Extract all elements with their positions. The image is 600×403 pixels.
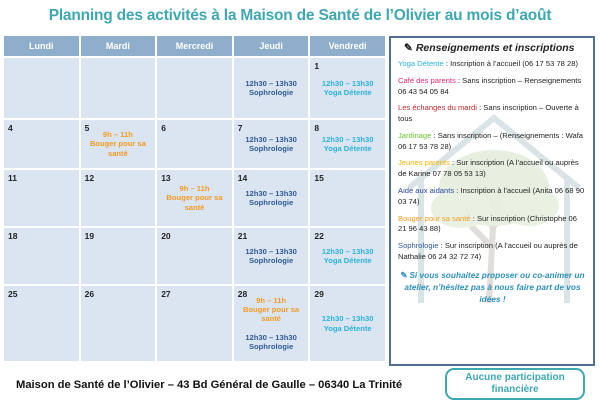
entry-activity: Jeunes parents	[398, 158, 450, 168]
activity-yoga	[322, 135, 374, 154]
activity-soph	[245, 333, 297, 352]
day-cell	[157, 170, 232, 226]
day-cell	[81, 58, 156, 118]
entry-activity: Café des parents	[398, 75, 456, 85]
activity-time: 9h – 11h	[256, 295, 287, 305]
day-number: 11	[8, 173, 17, 183]
activity-name: Yoga Détente	[323, 323, 372, 333]
day-header: Vendredi	[310, 36, 385, 56]
day-number: 5	[84, 123, 90, 133]
calendar-grid	[4, 36, 385, 362]
activity-time: 12h30 – 13h30	[245, 332, 297, 342]
info-entry	[398, 76, 587, 98]
activity-time: 12h30 – 13h30	[321, 246, 374, 256]
info-entry	[398, 131, 587, 153]
day-header: Lundi	[4, 36, 79, 56]
day-number: 13	[161, 173, 171, 183]
day-cell	[81, 170, 156, 226]
day-number: 12	[84, 173, 95, 183]
activity-time: 9h – 11h	[102, 130, 133, 140]
day-number: 20	[161, 231, 171, 241]
entry-details: : Sur inscription (A l’accueil ou auprès de Karine 07 78 05 53 13)	[398, 158, 579, 179]
day-cell	[4, 228, 79, 284]
day-cell	[157, 228, 232, 284]
day-cell	[234, 58, 309, 118]
day-header: Jeudi	[234, 36, 309, 56]
info-entries	[398, 59, 587, 263]
closing-message: ✎ Si vous souhaitez proposer ou co-animer un atelier, n’hésitez pas à nous faire part de vos idées !	[400, 269, 585, 304]
free-participation-badge	[445, 368, 585, 400]
activity-time: 12h30 – 13h30	[245, 78, 297, 88]
activity-name: Sophrologie	[248, 88, 294, 97]
badge-line-1: Aucune participation	[465, 372, 565, 383]
day-cell	[310, 286, 385, 361]
day-cell	[310, 228, 385, 284]
day-cell	[157, 120, 232, 168]
activity-name: Bouger pour sa santé	[166, 193, 223, 212]
day-cell	[310, 58, 385, 118]
activity-time: 12h30 – 13h30	[245, 188, 297, 198]
activity-yoga	[322, 247, 374, 266]
entry-activity: Aide aux aidants	[398, 186, 455, 196]
activity-yoga	[322, 79, 374, 98]
day-cell	[4, 170, 79, 226]
day-number: 27	[161, 289, 171, 299]
info-entry	[398, 103, 587, 125]
info-heading: ✎ Renseignements et inscriptions	[404, 42, 575, 54]
day-header: Mardi	[81, 36, 156, 56]
entry-activity: Les échanges du mardi	[398, 103, 477, 113]
day-cell	[310, 170, 385, 226]
day-cell	[4, 120, 79, 168]
info-entry	[398, 59, 587, 70]
day-cell	[234, 228, 309, 284]
day-number: 29	[314, 289, 324, 299]
day-cell	[234, 286, 309, 361]
activity-yoga	[322, 314, 374, 333]
day-cell	[81, 286, 156, 361]
day-number: 8	[314, 123, 320, 133]
entry-details: : Sur inscription (Christophe 06 21 96 43 88)	[398, 213, 577, 234]
day-number: 6	[161, 123, 166, 133]
entry-details: : Inscription à l’accueil (Anita 06 68 90 03 74)	[398, 186, 585, 206]
day-number: 1	[314, 61, 320, 71]
day-number: 14	[237, 173, 248, 183]
day-cell	[4, 286, 79, 361]
activity-name: Yoga Détente	[323, 256, 372, 265]
activity-time: 12h30 – 13h30	[321, 134, 374, 144]
footer-address: Maison de Santé de l’Olivier – 43 Bd Général de Gaulle – 06340 La Trinité	[16, 379, 403, 391]
day-number: 7	[237, 123, 243, 133]
activity-name: Bouger pour sa santé	[89, 139, 146, 158]
entry-activity: Jardinage	[398, 130, 432, 140]
day-cell	[81, 120, 156, 168]
activity-name: Bouger pour sa santé	[243, 305, 300, 324]
info-entry	[398, 186, 587, 208]
activity-soph	[245, 247, 297, 266]
activity-time: 9h – 11h	[179, 184, 210, 194]
info-entry	[398, 214, 587, 236]
day-cell	[81, 228, 156, 284]
activity-name: Yoga Détente	[323, 144, 372, 153]
day-cell	[4, 58, 79, 118]
entry-details: : Sans inscription – Renseignements 06 43 54 05 84	[398, 75, 582, 96]
entry-activity: Sophrologie	[398, 241, 439, 251]
day-number: 4	[8, 123, 13, 133]
activity-soph	[245, 135, 297, 154]
day-number: 26	[84, 289, 95, 299]
activity-name: Yoga Détente	[323, 88, 372, 97]
day-cell	[310, 120, 385, 168]
activity-time: 12h30 – 13h30	[245, 134, 297, 144]
entry-details: : Sans inscription – Ouverte à tous	[398, 103, 579, 124]
activity-soph	[245, 189, 297, 208]
activity-name: Sophrologie	[248, 341, 294, 351]
entry-activity: Bouger pour sa santé	[398, 213, 471, 223]
day-number: 15	[314, 173, 324, 183]
info-panel	[389, 36, 595, 366]
activity-name: Sophrologie	[248, 198, 294, 207]
badge-line-2: financière	[491, 384, 539, 395]
entry-details: : Inscription à l’accueil (06 17 53 78 28)	[443, 59, 578, 68]
entry-details: : Sur inscription (A l’accueil ou auprès de Nathalie 06 24 32 72 74)	[398, 241, 578, 261]
info-entry	[398, 241, 587, 263]
info-entry	[398, 158, 587, 180]
pen-icon: ✎	[400, 269, 408, 280]
activity-bouger	[160, 184, 229, 212]
day-number: 28	[237, 289, 248, 299]
day-cell	[234, 170, 309, 226]
activity-time: 12h30 – 13h30	[245, 246, 297, 256]
activity-name: Sophrologie	[248, 144, 294, 153]
day-number: 19	[84, 231, 95, 241]
day-cell	[157, 58, 232, 118]
entry-activity: Yoga Détente	[398, 59, 444, 68]
day-number: 21	[237, 231, 248, 241]
day-number: 25	[8, 289, 18, 299]
day-header: Mercredi	[157, 36, 232, 56]
day-number: 18	[8, 231, 18, 241]
activity-time: 12h30 – 13h30	[321, 78, 374, 88]
activity-soph	[245, 79, 297, 98]
activity-name: Sophrologie	[248, 256, 294, 265]
activity-time: 12h30 – 13h30	[321, 314, 374, 324]
pen-icon: ✎	[404, 42, 413, 54]
activity-bouger	[237, 296, 306, 324]
day-cell	[157, 286, 232, 361]
entry-details: : Sans inscription – (Renseignements : Wafa 06 17 53 78 28)	[398, 130, 584, 151]
day-cell	[234, 120, 309, 168]
day-number: 22	[314, 231, 324, 241]
page-title: Planning des activités à la Maison de Santé de l’Olivier au mois d’août	[48, 7, 552, 24]
activity-bouger	[84, 130, 153, 158]
